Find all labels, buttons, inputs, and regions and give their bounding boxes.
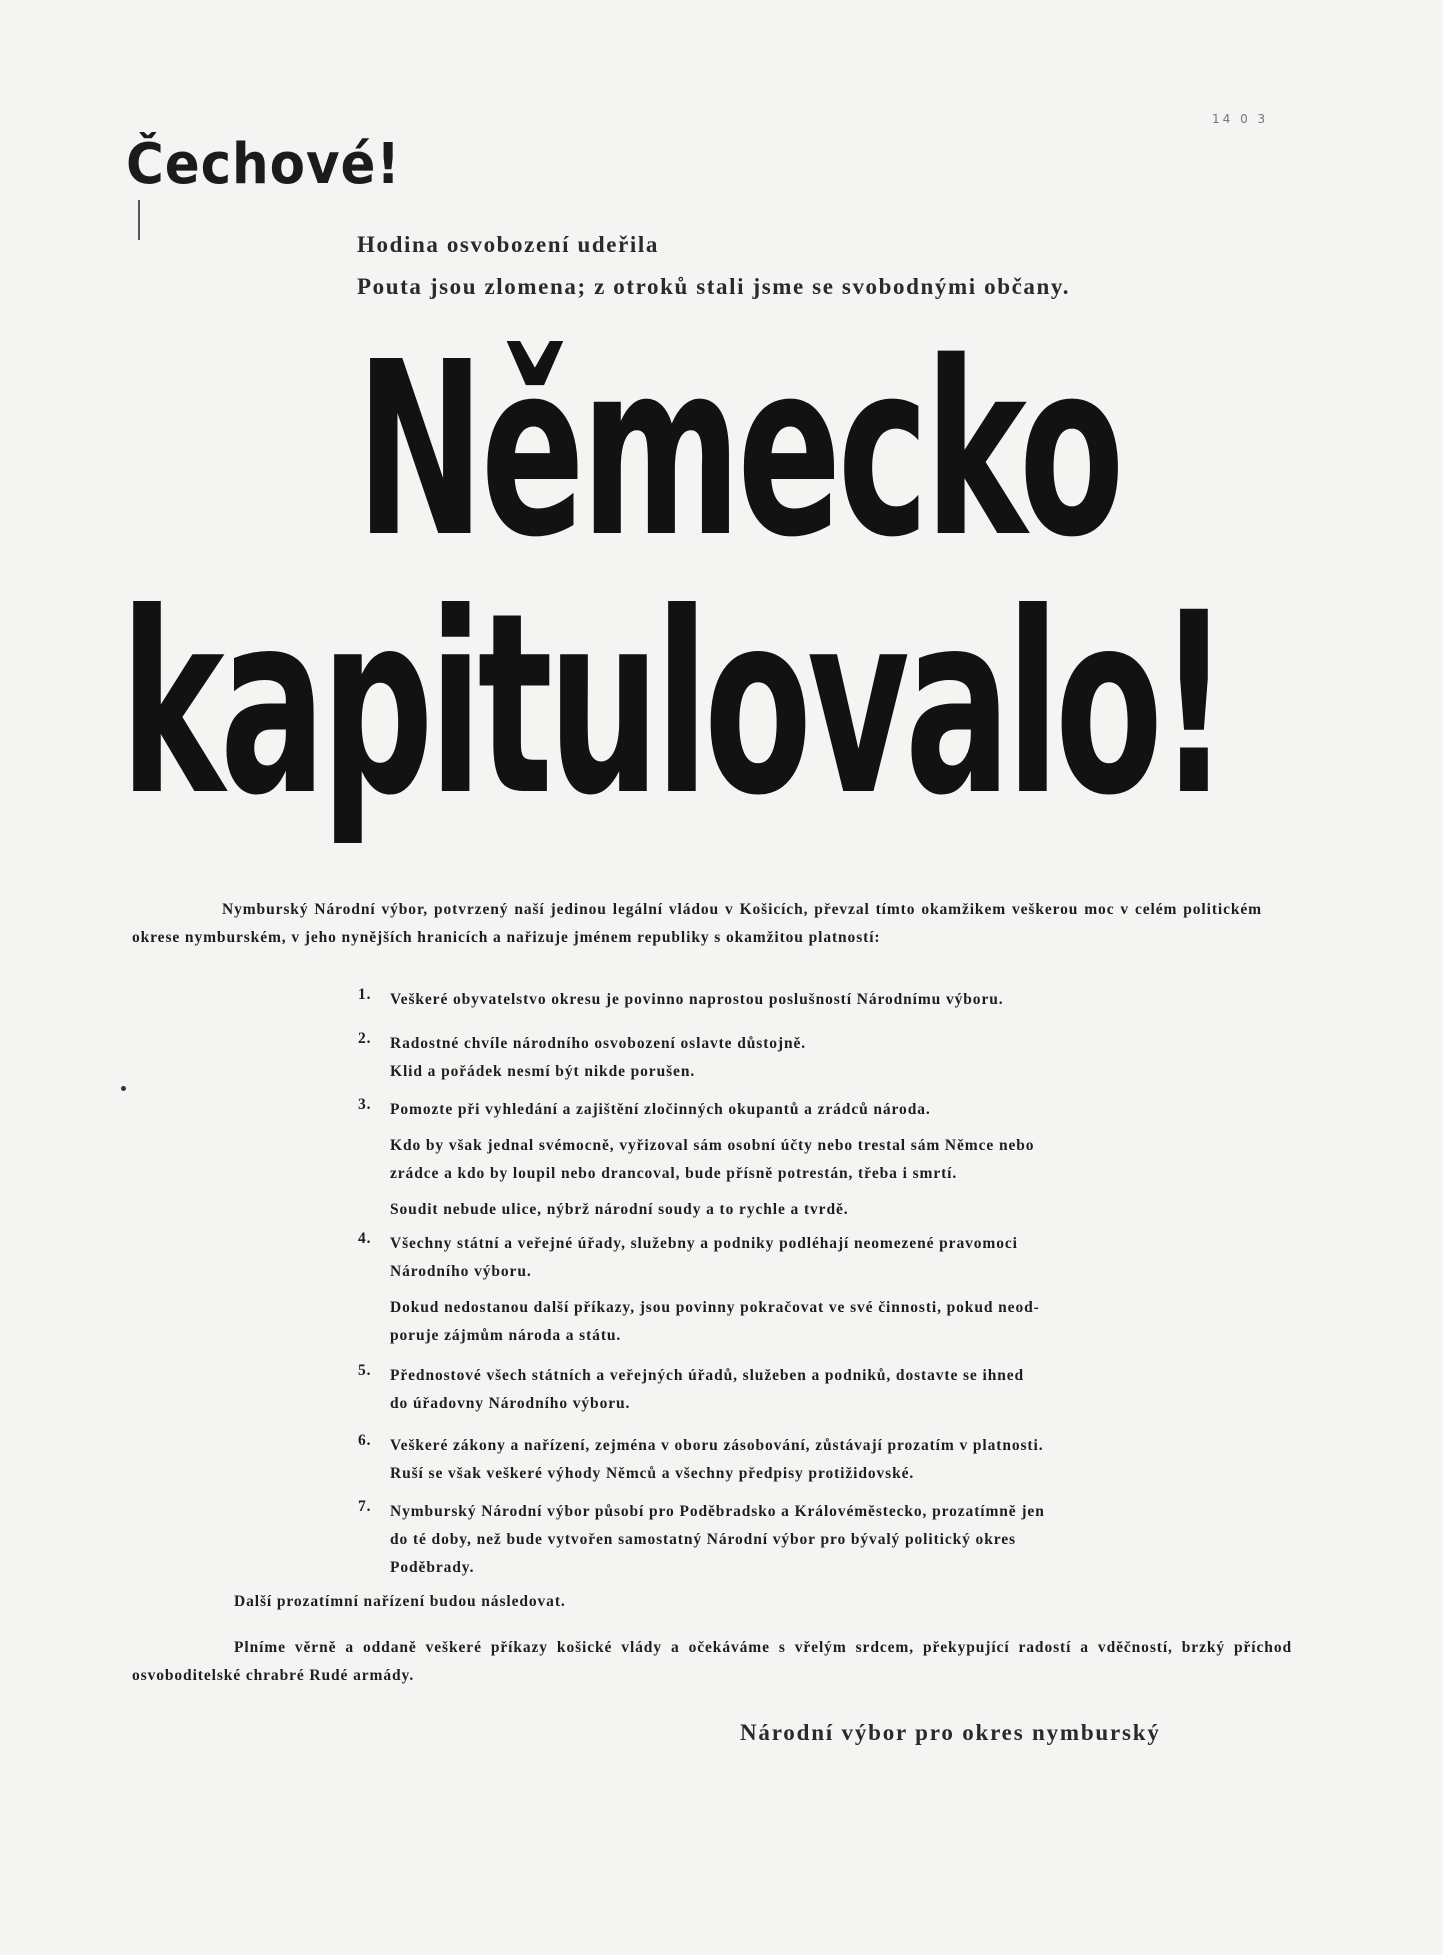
decree-item-3 <box>358 1096 1260 1224</box>
decree-item-7 <box>358 1498 1260 1582</box>
subheading-1: Hodina osvobození udeřila <box>357 232 659 257</box>
print-speck <box>121 1086 126 1091</box>
item-line: Dokud nedostanou další příkazy, jsou povinny pokračovat ve své činnosti, pokud neod- <box>390 1299 1040 1316</box>
item-line: Klid a pořádek nesmí být nikde porušen. <box>390 1063 696 1080</box>
item-line: porujе zájmům národa a státu. <box>390 1327 622 1344</box>
signature: Národní výbor pro okres nymburský <box>740 1720 1161 1745</box>
item-line: Veškeré zákony a nařízení, zejména v oboru zásobování, zůstávají prozatím v platnosti. <box>390 1437 1044 1454</box>
decree-item-4 <box>358 1230 1260 1350</box>
item-line: Pomozte při vyhledání a zajištění zločinných okupantů a zrádců národa. <box>390 1101 931 1118</box>
subheading-2: Pouta jsou zlomena; z otroků stali jsme se svobodnými občany. <box>357 274 1071 299</box>
item-number: 3. <box>358 1096 372 1113</box>
item-number: 4. <box>358 1230 372 1247</box>
item-line: Nymburský Národní výbor působí pro Poděbradsko a Královéměstecko, prozatímně jen <box>390 1503 1045 1520</box>
archive-mark: 14 0 3 <box>1212 112 1269 126</box>
closing-note: Další prozatímní nařízení budou následovat. <box>234 1593 566 1610</box>
item-number: 7. <box>358 1498 372 1515</box>
item-number: 6. <box>358 1432 372 1449</box>
decree-item-2 <box>358 1030 1260 1086</box>
item-line: Všechny státní a veřejné úřady, služebny a podniky podléhají neomezené pravomoci <box>390 1235 1018 1252</box>
intro-paragraph: Nymburský Národní výbor, potvrzený naší jedinou legální vládou v Košicích, převzal tímto okamžikem veškerou moc v celém politickém okrese nymburském, v jeho nynějších hranicích a nařizuje jménem republiky s okamžitou platností: <box>132 901 1262 946</box>
item-line: Radostné chvíle národního osvobození oslavte důstojně. <box>390 1035 807 1052</box>
decree-item-6 <box>358 1432 1260 1488</box>
headline-line-1: Německo <box>356 310 1121 590</box>
item-line: Kdo by však jednal svémocně, vyřizoval sám osobní účty nebo trestal sám Němce nebo <box>390 1137 1035 1154</box>
item-line: Přednostové všech státních a veřejných úřadů, služeben a podniků, dostavte se ihned <box>390 1367 1025 1384</box>
item-line: Národního výboru. <box>390 1263 532 1280</box>
decree-item-1 <box>358 986 1260 1014</box>
item-number: 2. <box>358 1030 372 1047</box>
item-number: 5. <box>358 1362 372 1379</box>
closing-paragraph: Plníme věrně a oddaně veškeré příkazy košické vlády a očekáváme s vřelým srdcem, překypující radostí a vděčností, brzký příchod osvoboditelské chrabré Rudé armády. <box>132 1639 1292 1684</box>
decree-item-5 <box>358 1362 1260 1418</box>
item-line: Soudit nebude ulice, nýbrž národní soudy a to rychle a tvrdě. <box>390 1201 849 1218</box>
item-line: do té doby, než bude vytvořen samostatný Národní výbor pro bývalý politický okres <box>390 1531 1016 1548</box>
item-line: zrádce a kdo by loupil nebo drancoval, bude přísně potrestán, třeba i smrtí. <box>390 1165 958 1182</box>
margin-mark <box>138 200 140 240</box>
item-line: Ruší se však veškeré výhody Němců a všechny předpisy protižidovské. <box>390 1465 915 1482</box>
item-line: Poděbrady. <box>390 1559 475 1576</box>
headline-line-2: kapitulovalo! <box>120 559 1225 850</box>
item-number: 1. <box>358 986 372 1003</box>
item-line: do úřadovny Národního výboru. <box>390 1395 631 1412</box>
greeting-heading: Čechové! <box>126 132 401 197</box>
item-line: Veškeré obyvatelstvo okresu je povinno naprostou poslušností Národnímu výboru. <box>390 991 1004 1008</box>
